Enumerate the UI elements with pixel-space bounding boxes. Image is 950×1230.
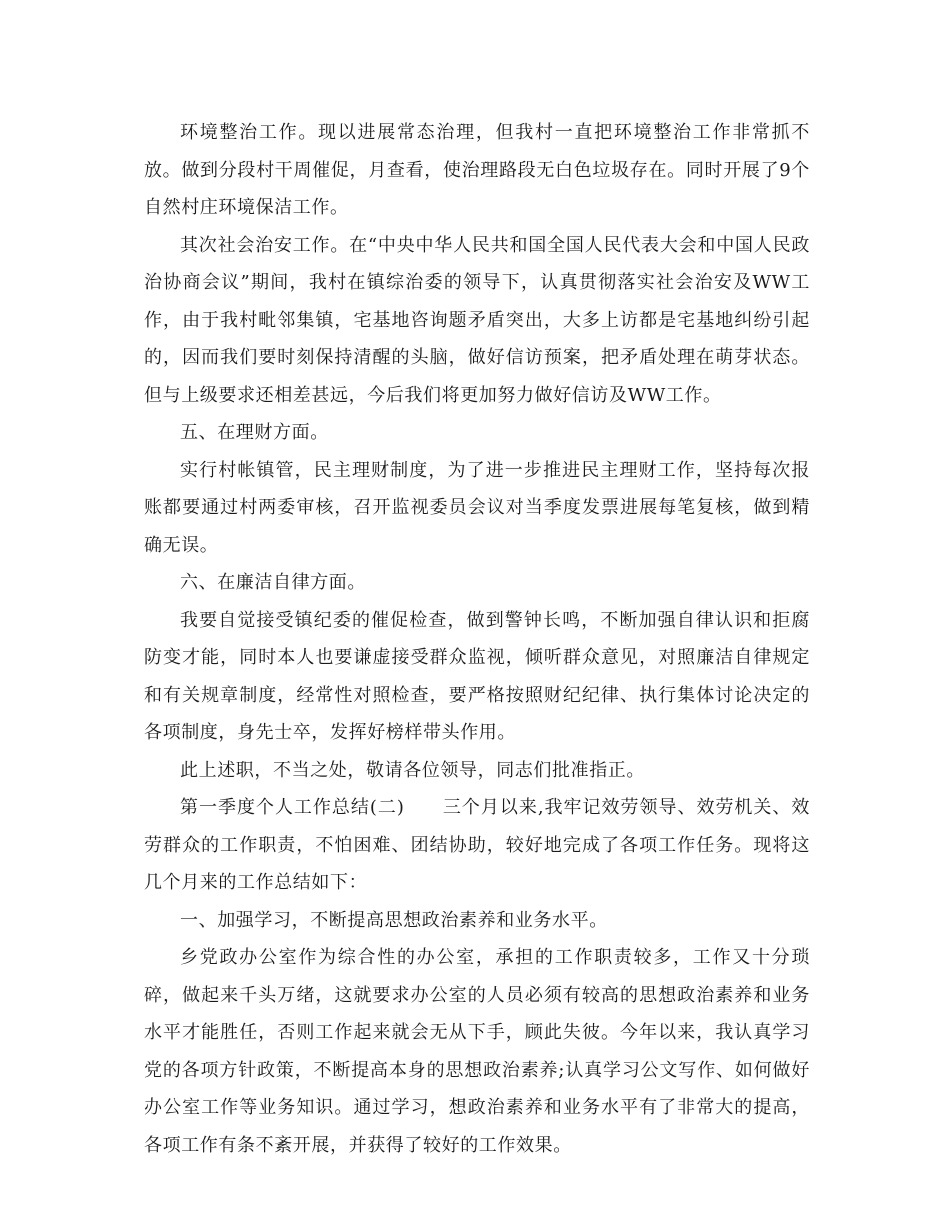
paragraph-study: 乡党政办公室作为综合性的办公室，承担的工作职责较多，工作又十分琐碎，做起来千头万绪，这就要求办公室的人员必须有较高的思想政治素养和业务水平才能胜任，否则工作起来就会无从下手，顾此失彼。今年以来，我认真学习党的各项方针政策，不断提高本身的思想政治素养;认真学习公文写作、如何做好办公室工作等业务知识。通过学习，想政治素养和业务水平有了非常大的提高，各项工作有条不紊开展，并获得了较好的工作效果。 <box>144 947 810 1156</box>
paragraph-public-security: 其次社会治安工作。在“中央中华人民共和国全国人民代表大会和中国人民政治协商会议”期间，我村在镇综治委的领导下，认真贯彻落实社会治安及WW工作，由于我村毗邻集镇，宅基地咨询题矛盾突出，大多上访都是宅基地纠纷引起的，因而我们要时刻保持清醒的头脑，做好信访预案，把矛盾处理在萌芽状态。但与上级要求还相差甚远，今后我们将更加努力做好信访及WW工作。 <box>144 234 810 406</box>
heading-finance: 五、在理财方面。 <box>180 422 329 443</box>
document-body <box>144 114 810 1164</box>
heading-integrity: 六、在廉洁自律方面。 <box>180 572 366 593</box>
paragraph-closing: 此上述职，不当之处，敬请各位领导，同志们批准指正。 <box>180 759 645 781</box>
paragraph-integrity: 我要自觉接受镇纪委的催促检查，做到警钟长鸣，不断加强自律认识和拒腐防变才能，同时本人也要谦虚接受群众监视，倾听群众意见，对照廉洁自律规定和有关规章制度，经常性对照检查，要严格按照财纪纪律、执行集体讨论决定的各项制度，身先士卒，发挥好榜样带头作用。 <box>144 609 810 743</box>
paragraph-finance: 实行村帐镇管，民主理财制度，为了进一步推进民主理财工作，坚持每次报账都要通过村两委审核，召开监视委员会议对当季度发票进展每笔复核，做到精确无误。 <box>144 459 810 556</box>
paragraph-environment: 环境整治工作。现以进展常态治理，但我村一直把环境整治工作非常抓不放。做到分段村干周催促，月查看，使治理路段无白色垃圾存在。同时开展了9个自然村庄环境保洁工作。 <box>144 122 810 218</box>
paragraph-summary-intro: 第一季度个人工作总结(二) 三个月以来,我牢记效劳领导、效劳机关、效劳群众的工作职责，不怕困难、团结协助，较好地完成了各项工作任务。现将这几个月来的工作总结如下： <box>144 797 810 893</box>
heading-study: 一、加强学习，不断提高思想政治素养和业务水平。 <box>180 909 608 931</box>
